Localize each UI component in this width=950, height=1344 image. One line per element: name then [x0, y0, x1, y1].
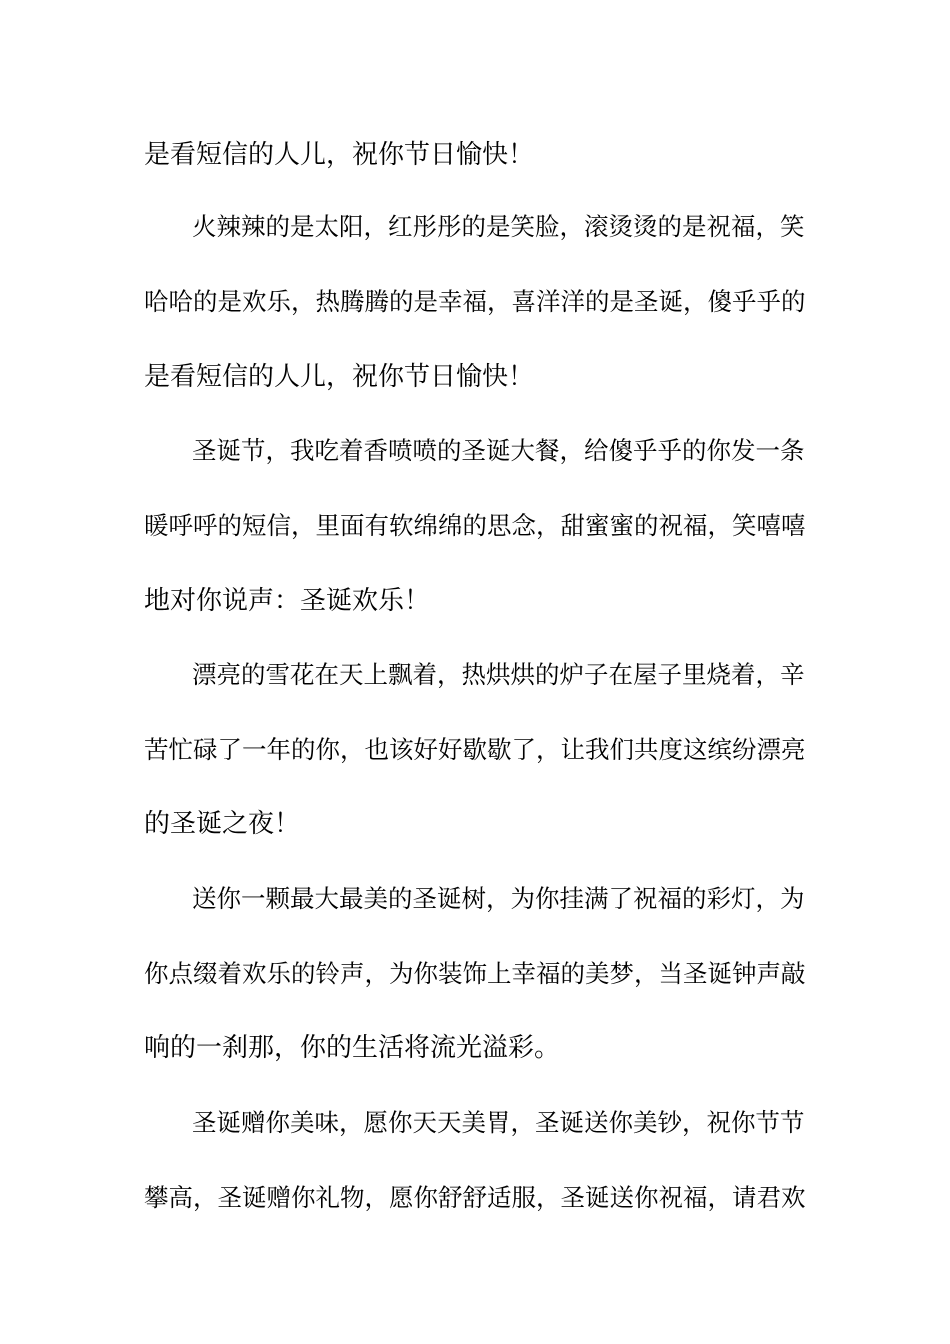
paragraph-line: 送你一颗最大最美的圣诞树，为你挂满了祝福的彩灯，为 [192, 884, 805, 913]
paragraph-line: 哈哈的是欢乐，热腾腾的是幸福，喜洋洋的是圣诞，傻乎乎的 [144, 287, 806, 316]
paragraph-line: 漂亮的雪花在天上飘着，热烘烘的炉子在屋子里烧着，辛 [192, 660, 805, 689]
paragraph-line: 的圣诞之夜！ [144, 809, 301, 839]
paragraph-line: 是看短信的人儿，祝你节日愉快！ [144, 140, 535, 170]
paragraph-line: 圣诞节，我吃着香喷喷的圣诞大餐，给傻乎乎的你发一条 [192, 436, 805, 465]
paragraph-line: 圣诞赠你美味，愿你天天美胃，圣诞送你美钞，祝你节节 [192, 1108, 805, 1137]
paragraph-line: 响的一刹那，你的生活将流光溢彩。 [144, 1033, 561, 1063]
paragraph-line: 暖呼呼的短信，里面有软绵绵的思念，甜蜜蜜的祝福，笑嘻嘻 [144, 511, 806, 540]
paragraph-line: 苦忙碌了一年的你，也该好好歇歇了，让我们共度这缤纷漂亮 [144, 735, 806, 764]
paragraph-line: 火辣辣的是太阳，红彤彤的是笑脸，滚烫烫的是祝福，笑 [192, 212, 805, 241]
paragraph-line: 你点缀着欢乐的铃声，为你装饰上幸福的美梦，当圣诞钟声敲 [144, 959, 806, 988]
paragraph-line: 是看短信的人儿，祝你节日愉快！ [144, 362, 535, 392]
paragraph-line: 攀高，圣诞赠你礼物，愿你舒舒适服，圣诞送你祝福，请君欢 [144, 1183, 806, 1212]
paragraph-line: 地对你说声：圣诞欢乐！ [144, 586, 431, 616]
